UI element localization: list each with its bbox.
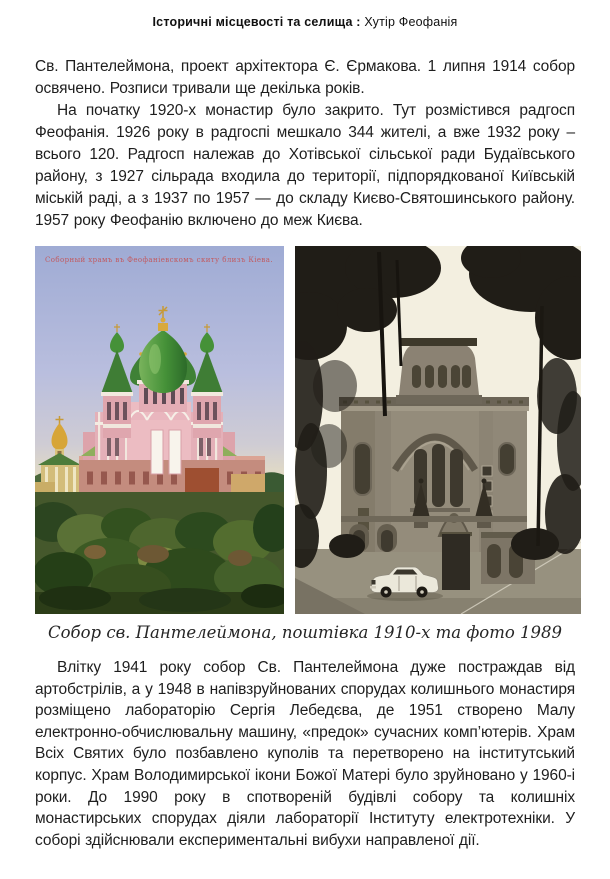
article-top: [35, 56, 575, 232]
figure-row: [35, 246, 581, 614]
figure-caption: Собор св. Пантелеймона, поштівка 1910-х та фото 1989: [47, 623, 563, 642]
drum: [396, 338, 482, 404]
body-paragraph: Св. Пантелеймона, проект архітектора Є. Єрмакова. 1 липня 1914 собор освячено. Розписи тривали ще декілька років.: [35, 58, 575, 97]
body-paragraph: Влітку 1941 року собор Св. Пантелеймона дуже постраждав від артобстрілів, а у 1948 в напівзруйнованих спорудах колишнього монастиря розміщено лабораторію Сергія Лебедєва, де 1951 створено Малу електронно-обчислювальну машину, «предок» сучасних комп’ютерів. Храм Всіх Святих було позбавлено куполів та перетворено на інститутський корпус. Храм Володимирської ікони Божої Матері було зруйновано у 1960-і роки. До 1990 року в спотвореній будівлі собору та колишніх монастирських спорудах діяли лабораторії Інституту електротехніки. У соборі здійснювали експериментальні вибухи направленої дії.: [35, 659, 575, 849]
postcard-image: [35, 246, 284, 614]
running-head-section: Історичні місцевості та селища :: [152, 15, 361, 29]
running-head: [0, 0, 610, 29]
postcard-inscription: Соборный храмъ въ Феофаніевскомъ скиту близъ Кіева.: [45, 256, 273, 264]
article-bottom: [35, 657, 575, 851]
foreground-trees: [35, 492, 284, 614]
photo-image: [295, 246, 581, 614]
body-paragraph: На початку 1920-х монастир було закрито. Тут розмістився радгосп Феофанія. 1926 року в радгоспі мешкало 344 жителі, а вже 1932 року – всього 120. Радгосп належав до Хотівської сільської ради Будаївського району, з 1927 сільрада входила до території, підпорядкованої Київській міській раді, а з 1937 по 1957 — до складу Києво-Святошинського району. 1957 року Феофанію включено до меж Києва.: [35, 102, 575, 229]
figure: [35, 246, 581, 642]
running-head-chapter: Хутір Феофанія: [364, 15, 458, 29]
